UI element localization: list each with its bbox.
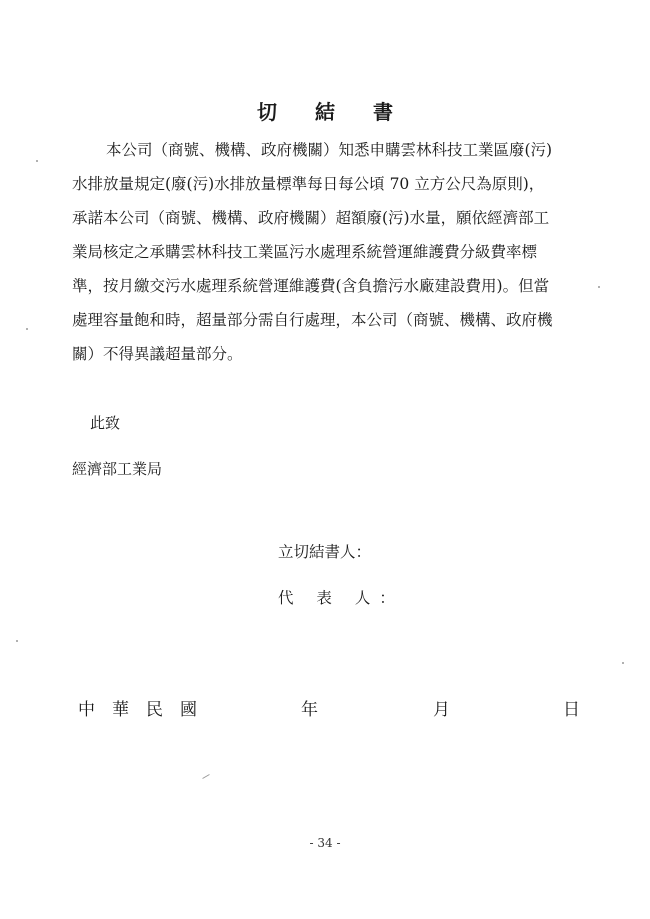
date-month: 月 (433, 700, 450, 720)
scan-speck (622, 662, 624, 664)
body-line: 本公司（商號、機構、政府機關）知悉申購雲林科技工業區廢(污) (106, 141, 553, 159)
scan-speck (16, 640, 18, 642)
declaration-body (72, 133, 584, 371)
body-line: 處理容量飽和時，超量部分需自行處理，本公司（商號、機構、政府機 (72, 311, 553, 329)
date-year: 年 (301, 700, 318, 720)
body-line: 準，按月繳交污水處理系統營運維護費(含負擔污水廠建設費用)。但當 (72, 277, 550, 295)
body-line: 承諾本公司（商號、機構、政府機關）超額廢(污)水量，願依經濟部工 (72, 209, 550, 227)
date-day: 日 (563, 700, 580, 720)
document-title: 切結書 (257, 100, 431, 124)
scan-speck (598, 286, 600, 288)
scan-speck (26, 328, 28, 330)
scan-speck (36, 160, 38, 162)
body-line: 業局核定之承購雲林科技工業區污水處理系統營運維護費分級費率標 (72, 243, 538, 261)
page-number: - 34 - (309, 836, 341, 850)
body-line: 水排放量規定(廢(污)水排放量標準每日每公頃 70 立方公尺為原則)， (72, 175, 545, 193)
date-era: 中華民國 (78, 700, 214, 720)
recipient: 經濟部工業局 (72, 460, 163, 478)
salutation: 此致 (90, 414, 121, 432)
scan-speck (202, 774, 209, 779)
representative-label: 代 表 人： (278, 589, 404, 607)
body-line: 關）不得異議超量部分。 (72, 345, 243, 363)
signer-label: 立切結書人： (278, 543, 372, 561)
date-row (78, 695, 578, 719)
